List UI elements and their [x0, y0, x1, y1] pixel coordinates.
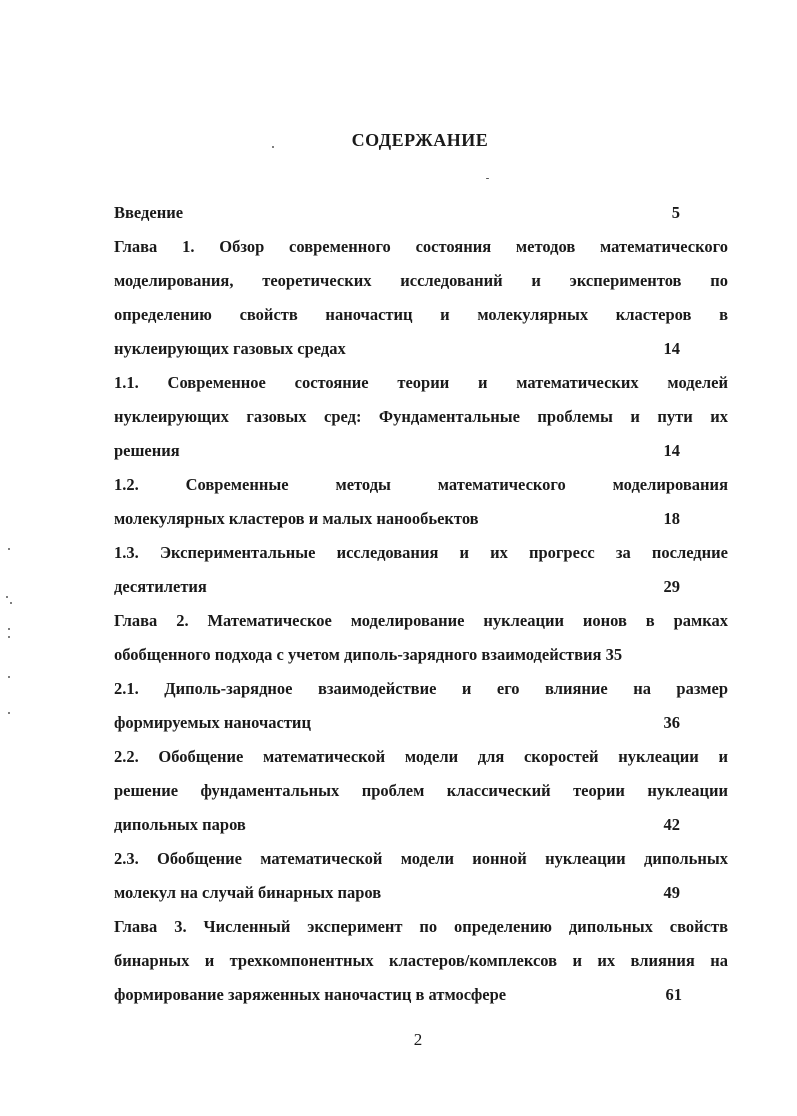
- toc-entry-page: 5: [671, 203, 680, 222]
- scan-speck: [10, 602, 12, 604]
- toc-entry-text: обобщенного подхода с учетом диполь-зарядного взаимодействия: [114, 645, 602, 664]
- toc-entry-text: 2.3. Обобщение математической модели ионной нуклеации дипольных: [114, 849, 728, 868]
- toc-entry-text: 2.1. Диполь-зарядное взаимодействие и его влияние на размер: [114, 679, 728, 698]
- toc-entry-section-2-3: [114, 842, 728, 910]
- toc-entry-introduction: [114, 196, 728, 230]
- page-number: 2: [413, 1030, 423, 1049]
- toc-entry-page: 29: [663, 577, 680, 596]
- toc-entry-section-2-1: [114, 672, 728, 740]
- toc-entry-page: 49: [663, 883, 680, 902]
- scan-speck: [8, 712, 10, 714]
- scan-speck: [486, 178, 489, 179]
- toc-entry-text: определению свойств наночастиц и молекулярных кластеров в: [114, 305, 728, 324]
- toc-entry-text: Глава 2. Математическое моделирование нуклеации ионов в рамках: [114, 611, 728, 630]
- toc-entry-text: 2.2. Обобщение математической модели для скоростей нуклеации и: [114, 747, 728, 766]
- toc-entry-section-2-2: [114, 740, 728, 842]
- toc-entry-text: решение фундаментальных проблем классический теории нуклеации: [114, 781, 728, 800]
- toc-entry-page: 14: [663, 441, 680, 460]
- toc-entry-text: Глава 1. Обзор современного состояния методов математического: [114, 237, 728, 256]
- toc-entry-page: 61: [665, 985, 682, 1004]
- toc-entry-text: нуклеирующих газовых средах: [114, 339, 346, 358]
- toc-entry-text: 1.2. Современные методы математического моделирования: [114, 475, 728, 494]
- toc-entry-text: 1.1. Современное состояние теории и математических моделей: [114, 373, 728, 392]
- toc-entry-text: решения: [114, 441, 180, 460]
- toc-entry-text: дипольных паров: [114, 815, 246, 834]
- toc-entry-page: 35: [605, 645, 623, 664]
- toc-entry-page: 42: [663, 815, 680, 834]
- toc-entry-page: 18: [663, 509, 680, 528]
- toc-entry-section-1-3: [114, 536, 728, 604]
- scan-speck: [6, 596, 8, 598]
- scan-speck: [272, 146, 274, 148]
- toc-entry-text: моделирования, теоретических исследований и экспериментов по: [114, 271, 728, 290]
- toc-entry-text: нуклеирующих газовых сред: Фундаментальные проблемы и пути их: [114, 407, 728, 426]
- toc-entry-text: молекул на случай бинарных паров: [114, 883, 382, 902]
- toc-entry-text: бинарных и трехкомпонентных кластеров/комплексов и их влияния на: [114, 951, 728, 970]
- toc-entry-text: формируемых наночастиц: [114, 713, 311, 732]
- scan-speck: [8, 676, 10, 678]
- scan-speck: [8, 548, 10, 550]
- toc-entry-page: 14: [663, 339, 680, 358]
- toc-entry-section-1-1: [114, 366, 728, 468]
- toc-entry-text: 1.3. Экспериментальные исследования и их прогресс за последние: [114, 543, 728, 562]
- scan-speck: [8, 628, 10, 630]
- toc-entry-page: 36: [663, 713, 680, 732]
- toc-entry-chapter-2: [114, 604, 728, 672]
- page-title: СОДЕРЖАНИЕ: [351, 130, 489, 150]
- table-of-contents: [114, 196, 728, 1012]
- toc-entry-text: Глава 3. Численный эксперимент по определению дипольных свойств: [114, 917, 728, 936]
- toc-entry-text: формирование заряженных наночастиц в атмосфере: [114, 985, 507, 1004]
- toc-entry-chapter-3: [114, 910, 728, 1012]
- scan-speck: [8, 636, 10, 638]
- toc-entry-chapter-1: [114, 230, 728, 366]
- toc-entry-text: Введение: [114, 203, 184, 222]
- toc-entry-text: молекулярных кластеров и малых нанообьектов: [114, 509, 479, 528]
- toc-entry-section-1-2: [114, 468, 728, 536]
- toc-entry-text: десятилетия: [114, 577, 207, 596]
